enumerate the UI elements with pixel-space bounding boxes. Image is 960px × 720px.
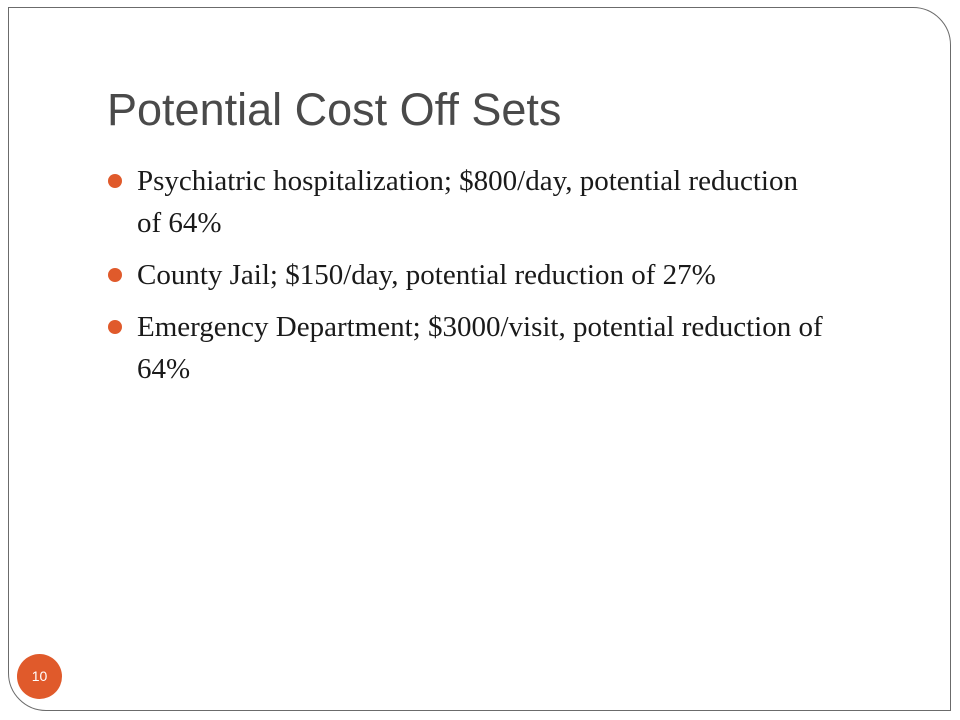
bullet-text: Psychiatric hospitalization; $800/day, potential reduction of 64% [137, 165, 798, 239]
bullet-item-emergency-department [107, 306, 827, 390]
page-number-badge: 10 [17, 654, 62, 699]
bullet-dot-icon [108, 320, 122, 334]
bullet-dot-icon [108, 174, 122, 188]
bullet-text: Emergency Department; $3000/visit, potential reduction of 64% [137, 311, 823, 385]
bullet-item-psychiatric [107, 160, 827, 244]
bullet-dot-icon [108, 268, 122, 282]
bullet-item-county-jail [107, 254, 827, 296]
bullet-text: County Jail; $150/day, potential reduction of 27% [137, 259, 716, 291]
slide-title: Potential Cost Off Sets [107, 84, 562, 135]
bullet-list [107, 160, 827, 400]
